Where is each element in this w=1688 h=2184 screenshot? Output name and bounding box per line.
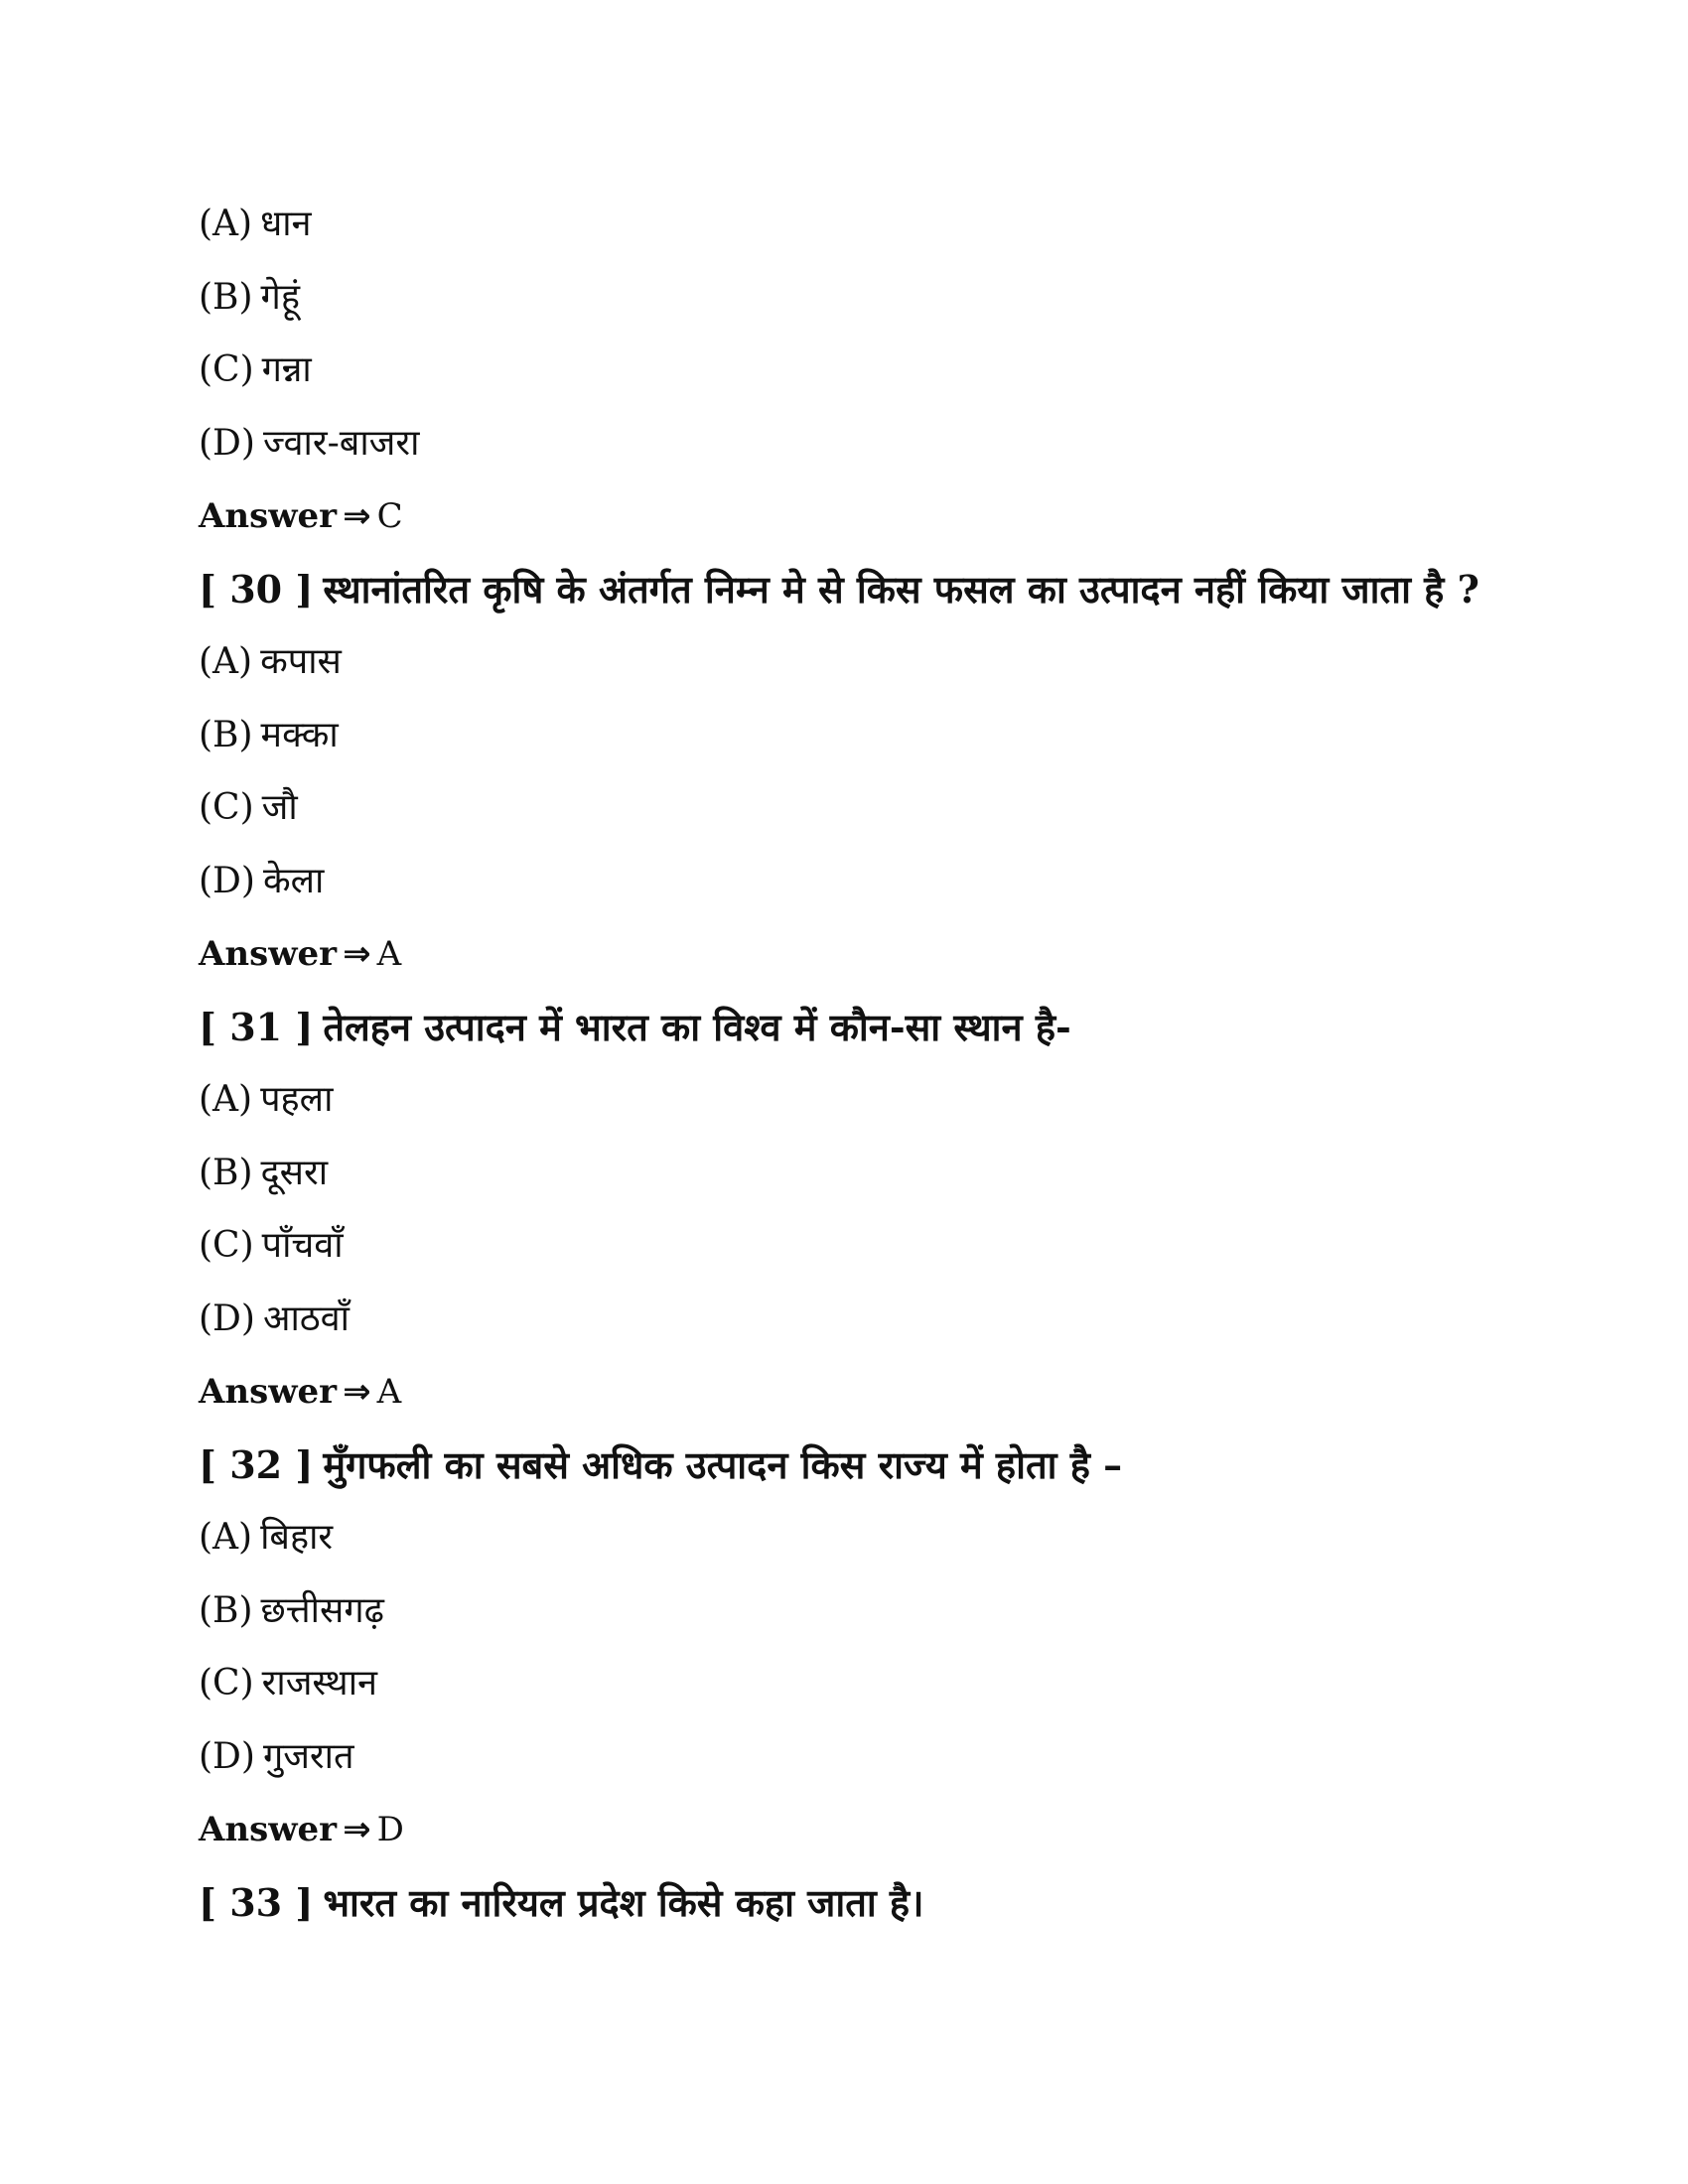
answer-label: Answer (199, 1372, 338, 1412)
answer-line (199, 486, 1509, 560)
option-b (199, 706, 1509, 779)
option-letter: (A) (199, 1517, 253, 1558)
option-letter: (B) (199, 1589, 253, 1631)
option-b (199, 268, 1509, 341)
question-text: स्थानांतरित कृषि के अंतर्गत निम्न मे से किस फसल का उत्पादन नहीं किया जाता है ? (323, 566, 1479, 612)
question-number: [ 30 ] (199, 566, 314, 612)
option-c (199, 1654, 1509, 1727)
option-letter: (C) (199, 1225, 254, 1266)
option-b (199, 1144, 1509, 1217)
option-letter: (A) (199, 641, 253, 682)
arrow-icon: ⇒ (343, 934, 371, 974)
option-letter: (D) (199, 1297, 255, 1339)
answer-value: A (376, 1372, 402, 1412)
question-text: मुँगफली का सबसे अधिक उत्पादन किस राज्य में होता है – (323, 1441, 1123, 1487)
option-text: छत्तीसगढ़ (260, 1589, 384, 1631)
option-letter: (C) (199, 787, 254, 828)
question-text: भारत का नारियल प्रदेश किसे कहा जाता है। (323, 1879, 924, 1925)
option-text: धान (260, 204, 312, 244)
answer-line (199, 1800, 1509, 1873)
option-letter: (A) (199, 1079, 253, 1120)
option-text: दूसरा (260, 1152, 329, 1193)
option-letter: (D) (199, 422, 255, 464)
question-heading (199, 1435, 1509, 1509)
option-c (199, 778, 1509, 852)
option-a (199, 632, 1509, 706)
question-heading (199, 998, 1509, 1071)
answer-value: A (376, 934, 402, 974)
option-d (199, 1727, 1509, 1801)
answer-label: Answer (199, 934, 338, 974)
document-page (199, 195, 1509, 1946)
question-heading (199, 1873, 1509, 1947)
option-text: पहला (260, 1079, 334, 1120)
question-heading (199, 560, 1509, 633)
option-text: कपास (260, 641, 342, 682)
question-text: तेलहन उत्पादन में भारत का विश्व में कौन-सा स्थान है- (323, 1004, 1071, 1049)
question-number: [ 31 ] (199, 1004, 314, 1049)
option-text: बिहार (260, 1517, 334, 1558)
option-c (199, 1216, 1509, 1290)
arrow-icon: ⇒ (343, 496, 371, 536)
option-letter: (C) (199, 349, 254, 390)
arrow-icon: ⇒ (343, 1810, 371, 1849)
option-a (199, 195, 1509, 268)
option-letter: (B) (199, 714, 253, 755)
option-text: केला (262, 860, 325, 901)
option-d (199, 1290, 1509, 1363)
option-letter: (A) (199, 204, 253, 244)
option-letter: (D) (199, 860, 255, 901)
option-a (199, 1070, 1509, 1144)
arrow-icon: ⇒ (343, 1372, 371, 1412)
option-letter: (B) (199, 1152, 253, 1193)
option-text: मक्का (260, 714, 339, 755)
option-letter: (B) (199, 276, 253, 318)
question-number: [ 32 ] (199, 1441, 314, 1487)
answer-line (199, 924, 1509, 998)
answer-label: Answer (199, 496, 338, 536)
option-text: आठवाँ (262, 1297, 351, 1339)
option-c (199, 341, 1509, 414)
answer-line (199, 1362, 1509, 1435)
option-text: गुजरात (262, 1735, 354, 1777)
option-text: ज्वार-बाजरा (262, 422, 420, 464)
answer-value: C (376, 496, 403, 536)
option-text: गेहूं (260, 276, 300, 318)
option-b (199, 1581, 1509, 1655)
option-a (199, 1508, 1509, 1581)
option-text: राजस्थान (261, 1663, 377, 1704)
option-d (199, 414, 1509, 487)
option-text: पाँचवाँ (261, 1225, 344, 1266)
option-letter: (D) (199, 1735, 255, 1777)
option-d (199, 852, 1509, 925)
option-letter: (C) (199, 1663, 254, 1704)
option-text: गन्ना (261, 349, 312, 390)
option-text: जौ (261, 787, 298, 828)
answer-value: D (376, 1810, 404, 1849)
answer-label: Answer (199, 1810, 338, 1849)
question-number: [ 33 ] (199, 1879, 314, 1925)
